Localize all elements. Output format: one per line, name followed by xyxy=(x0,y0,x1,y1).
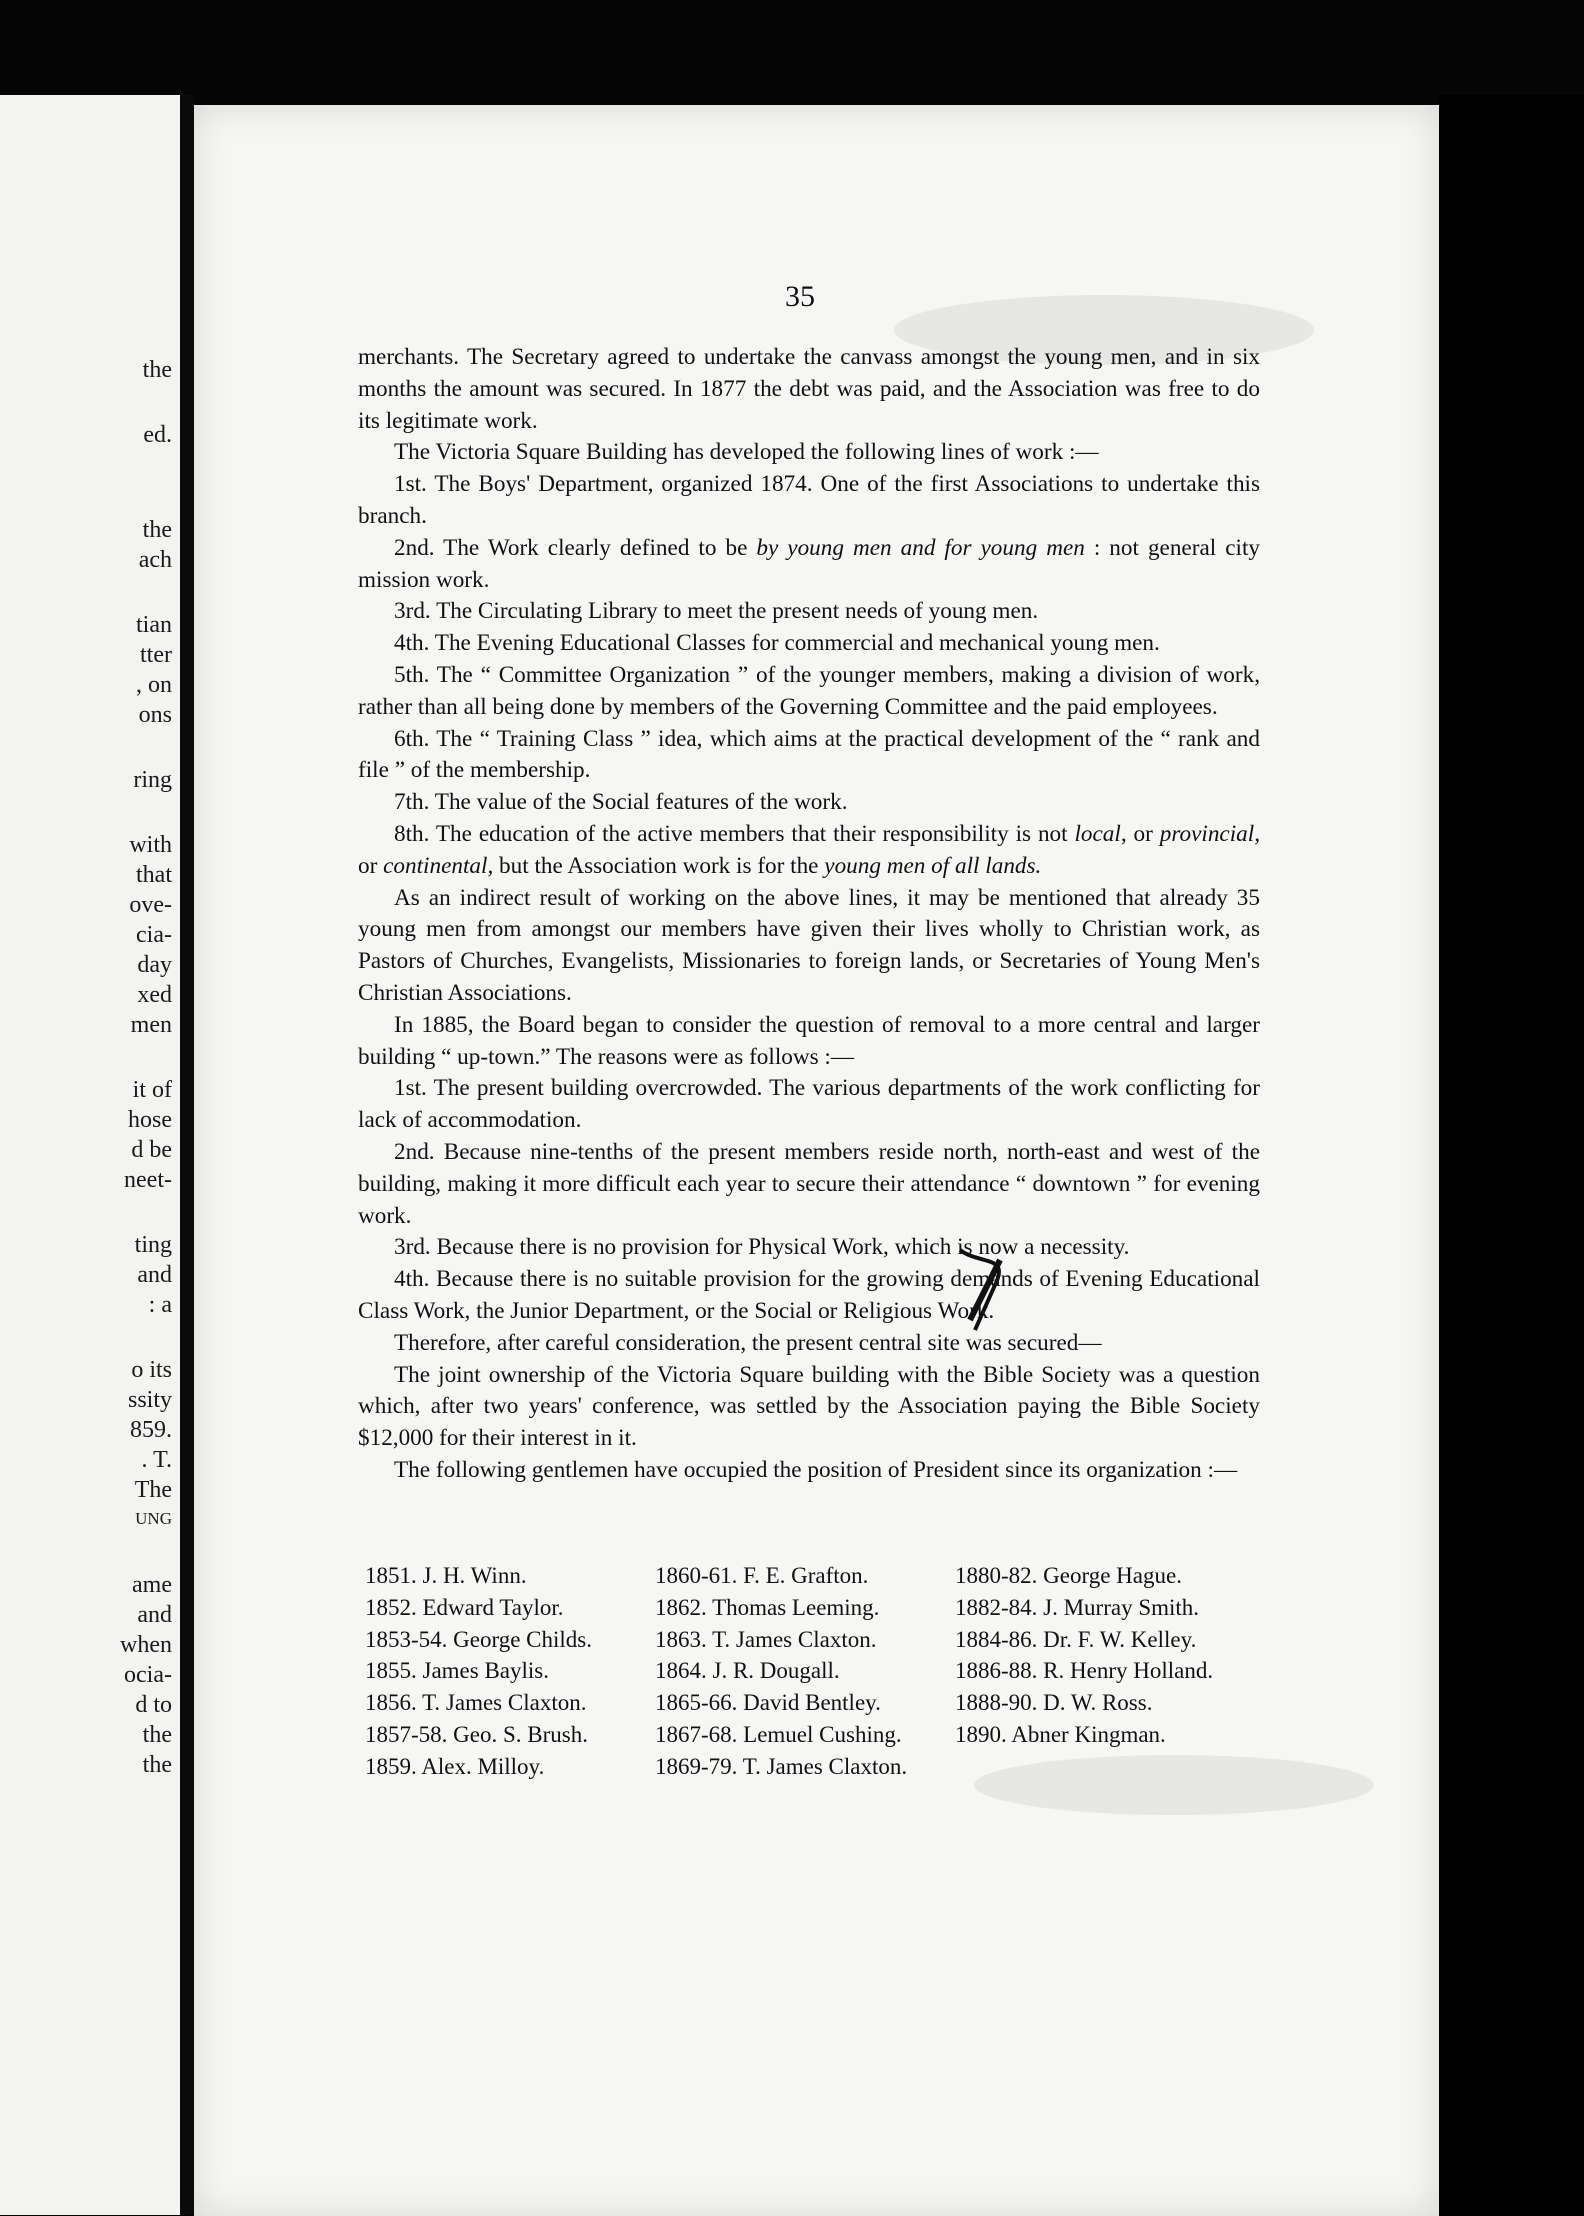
scan-border xyxy=(1439,95,1584,2216)
left-text-fragment: that xyxy=(136,862,172,888)
pen-mark xyxy=(950,1245,1030,1335)
paragraph-text: or xyxy=(358,852,384,879)
paragraph-text: : not general city mission work. xyxy=(358,534,1260,593)
left-text-fragment: o its xyxy=(131,1357,172,1383)
left-text-fragment: ame xyxy=(132,1572,172,1598)
left-text-fragment: The xyxy=(134,1477,172,1503)
paragraph: 4th. The Evening Educational Classes for commercial and mechanical young men. xyxy=(394,630,1160,657)
presidents-column xyxy=(955,1560,1265,1783)
president-entry: 1867-68. Lemuel Cushing. xyxy=(655,1721,902,1747)
left-text-fragment: ons xyxy=(138,702,172,728)
paragraph: 3rd. The Circulating Library to meet the present needs of young men. xyxy=(394,598,1039,625)
president-entry: 1888-90. D. W. Ross. xyxy=(955,1690,1153,1716)
left-text-fragment: ssity xyxy=(127,1387,172,1413)
president-entry: 1853-54. George Childs. xyxy=(365,1626,593,1652)
left-text-fragment: cia- xyxy=(136,922,172,948)
left-text-fragment: ring xyxy=(133,767,172,793)
left-text-fragment: when xyxy=(120,1632,172,1658)
italic-text: local, xyxy=(1074,820,1127,847)
president-entry: 1886-88. R. Henry Holland. xyxy=(955,1658,1214,1684)
presidents-column xyxy=(365,1560,655,1783)
president-entry: 1890. Abner Kingman. xyxy=(955,1721,1166,1747)
paragraph: 7th. The value of the Social features of the work. xyxy=(394,789,848,816)
italic-text: young men of all lands. xyxy=(824,852,1042,879)
paragraph: In 1885, the Board began to consider the question of removal to a more central and larger building “ up-town.” The reasons were as follows :— xyxy=(358,1011,1260,1070)
left-text-fragment: and xyxy=(137,1602,172,1628)
left-text-fragment: d be xyxy=(131,1137,172,1163)
paragraph: The joint ownership of the Victoria Square building with the Bible Society was a question which, after two years' conference, was settled by the Association paying the Bible Society $12,000 for their interest in it. xyxy=(358,1361,1260,1452)
left-text-fragment: and xyxy=(137,1262,172,1288)
president-entry: 1856. T. James Claxton. xyxy=(365,1690,587,1716)
left-text-fragment: men xyxy=(130,1012,172,1038)
paragraph: 2nd. Because nine-tenths of the present members reside north, north-east and west of the building, making it more difficult each year to secure their attendance “ downtown ” for evening work. xyxy=(358,1138,1260,1229)
president-entry: 1859. Alex. Milloy. xyxy=(365,1753,545,1779)
paragraph: 5th. The “ Committee Organization ” of the younger members, making a division of work, rather than all being done by members of the Governing Committee and the paid employees. xyxy=(358,661,1260,720)
president-entry: 1869-79. T. James Claxton. xyxy=(655,1753,908,1779)
left-text-fragment: xed xyxy=(137,982,172,1008)
left-text-fragment: ed. xyxy=(143,422,172,448)
left-text-fragment: the xyxy=(142,1752,172,1778)
president-entry: 1865-66. David Bentley. xyxy=(655,1690,881,1716)
left-text-fragment: tter xyxy=(140,642,172,668)
paragraph: The following gentlemen have occupied the position of President since its organization :— xyxy=(394,1456,1238,1483)
paragraph: merchants. The Secretary agreed to undertake the canvass amongst the young men, and in six months the amount was secured. In 1877 the debt was paid, and the Association was free to do its legitimate work. xyxy=(358,344,1260,434)
president-entry: 1860-61. F. E. Grafton. xyxy=(655,1563,869,1588)
president-entry: 1852. Edward Taylor. xyxy=(365,1594,564,1620)
left-text-fragment: day xyxy=(137,952,172,978)
left-text-fragment: UNG xyxy=(135,1509,172,1528)
paragraph xyxy=(358,819,1260,883)
president-entry: 1864. J. R. Dougall. xyxy=(655,1658,840,1684)
left-text-fragment: with xyxy=(129,832,172,858)
left-text-fragment: 859. xyxy=(130,1417,172,1443)
italic-text: continental, xyxy=(383,852,494,879)
left-text-fragment: . T. xyxy=(141,1447,172,1473)
president-entry: 1857-58. Geo. S. Brush. xyxy=(365,1721,588,1747)
paragraph-text: 2nd. The Work clearly defined to be xyxy=(394,534,757,561)
italic-text: provincial, xyxy=(1159,820,1260,847)
paragraph: 6th. The “ Training Class ” idea, which aims at the practical development of the “ rank and file ” of the membership. xyxy=(358,725,1260,784)
left-text-fragment: the xyxy=(142,357,172,383)
left-text-fragment: the xyxy=(142,1722,172,1748)
paragraph: 1st. The present building overcrowded. The various departments of the work conflicting for lack of accommodation. xyxy=(358,1075,1260,1134)
president-entry: 1880-82. George Hague. xyxy=(955,1563,1182,1588)
paragraph-text: but the Association work is for the xyxy=(493,852,825,879)
president-entry: 1851. J. H. Winn. xyxy=(365,1563,527,1588)
left-text-fragment: ove- xyxy=(129,892,172,918)
paragraph-text: or xyxy=(1126,820,1160,847)
book-gutter xyxy=(180,95,194,2215)
paragraph: 3rd. Because there is no provision for Physical Work, which is now a necessity. xyxy=(394,1234,1130,1261)
president-entry: 1882-84. J. Murray Smith. xyxy=(955,1594,1200,1620)
left-text-fragment: d to xyxy=(135,1692,172,1718)
left-text-fragment: hose xyxy=(128,1107,172,1133)
left-text-fragment: it of xyxy=(132,1077,172,1103)
adjacent-page-fragment xyxy=(0,95,180,2215)
left-text-fragment: , on xyxy=(136,672,172,698)
paragraph: Therefore, after careful consideration, the present central site was secured— xyxy=(394,1329,1102,1356)
paragraph xyxy=(358,533,1260,597)
paragraph: 1st. The Boys' Department, organized 1874. One of the first Associations to undertake this branch. xyxy=(358,471,1260,529)
president-entry: 1863. T. James Claxton. xyxy=(655,1626,877,1652)
president-entry: 1855. James Baylis. xyxy=(365,1658,549,1684)
presidents-column xyxy=(655,1560,955,1783)
left-text-fragment: ocia- xyxy=(124,1662,172,1688)
page-number: 35 xyxy=(785,280,815,313)
left-text-fragment: ach xyxy=(138,547,172,573)
paragraph: 4th. Because there is no suitable provision for the growing demands of Evening Educational Class Work, the Junior Department, or the Social or Religious Work. xyxy=(358,1266,1260,1324)
paragraph-text: 8th. The education of the active members that their responsibility is not xyxy=(394,820,1075,847)
left-text-fragment: : a xyxy=(148,1292,172,1318)
president-entry: 1862. Thomas Leeming. xyxy=(655,1594,880,1620)
left-text-fragment: neet- xyxy=(124,1167,172,1193)
paragraph: The Victoria Square Building has developed the following lines of work :— xyxy=(394,439,1099,466)
left-text-fragment: the xyxy=(142,517,172,543)
page-body xyxy=(358,342,1260,1487)
left-text-fragment: ting xyxy=(134,1232,172,1258)
presidents-list xyxy=(365,1560,1265,1783)
president-entry: 1884-86. Dr. F. W. Kelley. xyxy=(955,1626,1197,1652)
paragraph: As an indirect result of working on the above lines, it may be mentioned that already 35 young men from amongst our members have given their lives wholly to Christian work, as Pastors of Churches, Evangelists, Missionaries to foreign lands, or Secretaries of Young Men's Christian Associations. xyxy=(358,884,1260,1006)
left-text-fragment: tian xyxy=(136,612,172,638)
italic-text: by young men and for young men xyxy=(756,534,1085,561)
